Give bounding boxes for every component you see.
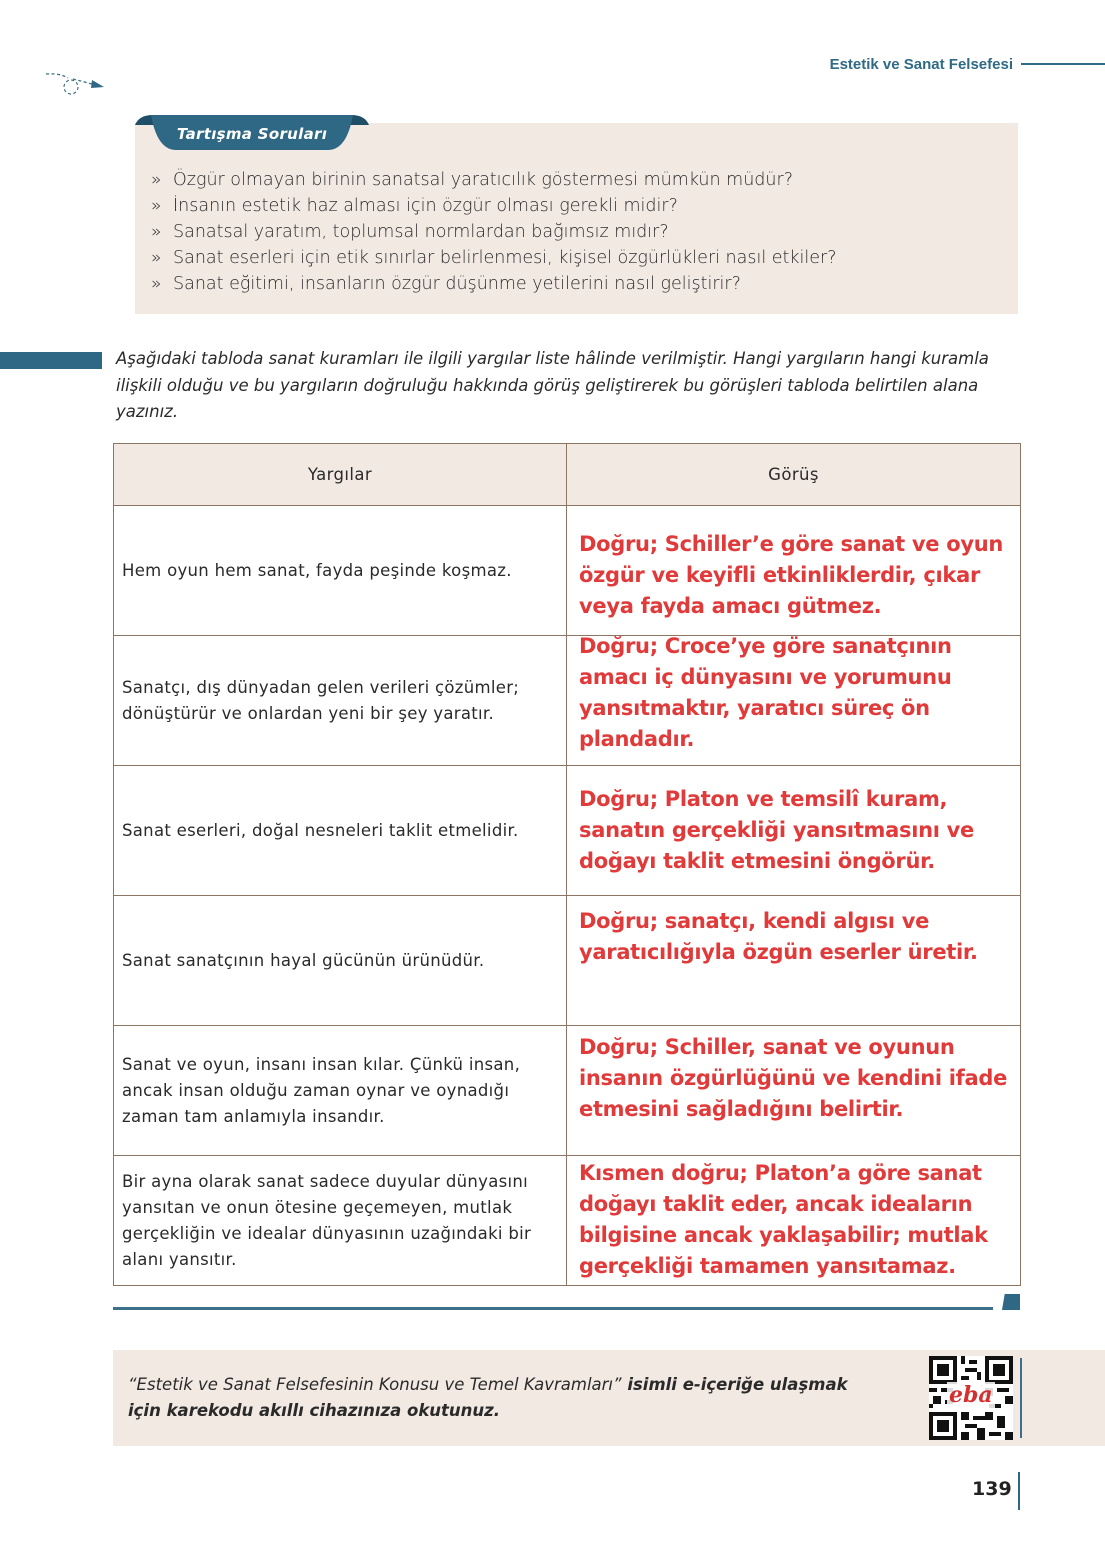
running-header (780, 52, 1105, 76)
discussion-ribbon (133, 113, 371, 151)
judgment-text: Sanat sanatçının hayal gücünün ürünüdür. (122, 950, 485, 970)
section-end-rule (113, 1307, 993, 1310)
instruction-text: Aşağıdaki tabloda sanat kuramları ile ilgili yargılar liste hâlinde verilmiştir. Hangi yargıların hangi kuramla ilişkili olduğu ve bu yargıların doğruluğu hakkında görüş geliştirerek bu görüşleri tabloda belirtilen alana yazınız. (116, 349, 989, 421)
bullet-icon: » (151, 170, 162, 190)
section-marker (0, 352, 102, 369)
opinion-answer: Doğru; Platon ve temsilî kuram, sanatın gerçekliği yansıtmasını ve doğayı taklit etmesini öngörür. (579, 787, 975, 873)
bullet-icon: » (151, 196, 162, 216)
section-end-tab (1002, 1294, 1020, 1310)
e-content-title: “Estetik ve Sanat Felsefesinin Konusu ve Temel Kavramları” (128, 1375, 622, 1394)
running-title: Estetik ve Sanat Felsefesi (829, 55, 1013, 73)
table-row (114, 766, 1021, 896)
judgment-text: Hem oyun hem sanat, fayda peşinde koşmaz. (122, 560, 512, 580)
question-item: » Sanat eserleri için etik sınırlar belirlenmesi, kişisel özgürlükleri nasıl etkiler? (151, 245, 837, 271)
bullet-icon: » (151, 222, 162, 242)
qr-code[interactable] (929, 1356, 1013, 1440)
table-row (114, 1156, 1021, 1286)
question-item: » Özgür olmayan birinin sanatsal yaratıcılık göstermesi mümkün müdür? (151, 167, 837, 193)
question-item: » Sanat eğitimi, insanların özgür düşünme yetilerini nasıl geliştirir? (151, 271, 837, 297)
discussion-title: Tartışma Soruları (176, 125, 328, 143)
bullet-icon: » (151, 274, 162, 294)
discussion-questions (151, 167, 837, 297)
opinion-answer: Doğru; Schiller’e göre sanat ve oyun özgür ve keyifli etkinliklerdir, çıkar veya fayda amacı gütmez. (579, 532, 1004, 618)
e-content-box (113, 1350, 1105, 1446)
table-row (114, 896, 1021, 1026)
opinion-answer: Doğru; Croce’ye göre sanatçının amacı iç dünyasını ve yorumunu yansıtmaktır, yaratıcı süreç ön plandadır. (579, 633, 952, 751)
page-number: 139 (972, 1478, 1012, 1500)
judgments-table (113, 443, 1021, 1286)
table-row (114, 506, 1021, 636)
dashed-arrow-icon (40, 70, 110, 106)
judgment-text: Sanat ve oyun, insanı insan kılar. Çünkü insan, ancak insan olduğu zaman oynar ve oynadığı zaman tam anlamıyla insandır. (122, 1054, 521, 1126)
column-header-gorus: Görüş (567, 444, 1021, 506)
header-rule (1021, 63, 1105, 65)
judgment-text: Sanat eserleri, doğal nesneleri taklit etmelidir. (122, 820, 519, 840)
judgment-text: Bir ayna olarak sanat sadece duyular dünyasını yansıtan ve onun ötesine geçemeyen, mutlak gerçekliğin ve idealar dünyasının uzağındaki bir alanı yansıtır. (122, 1171, 532, 1269)
opinion-answer: Doğru; Schiller, sanat ve oyunun insanın özgürlüğünü ve kendini ifade etmesini sağladığını belirtir. (579, 1035, 1008, 1121)
judgment-text: Sanatçı, dış dünyadan gelen verileri çözümler; dönüştürür ve onlardan yeni bir şey yaratır. (122, 677, 520, 723)
e-content-text: “Estetik ve Sanat Felsefesinin Konusu ve Temel Kavramları” isimli e-içeriğe ulaşmak için karekodu akıllı cihazınıza okutunuz. (128, 1375, 848, 1420)
page-number-rule (1018, 1472, 1020, 1510)
table-row (114, 1026, 1021, 1156)
bullet-icon: » (151, 248, 162, 268)
eba-logo: eba (949, 1382, 993, 1408)
question-item: » İnsanın estetik haz alması için özgür olması gerekli midir? (151, 193, 837, 219)
discussion-box (135, 123, 1018, 314)
qr-divider (1020, 1358, 1022, 1438)
table-row (114, 636, 1021, 766)
opinion-answer: Kısmen doğru; Platon’a göre sanat doğayı taklit eder, ancak ideaların bilgisine ancak yaklaşabilir; mutlak gerçekliği tamamen yansıtamaz. (579, 1161, 988, 1278)
question-item: » Sanatsal yaratım, toplumsal normlardan bağımsız mıdır? (151, 219, 837, 245)
opinion-answer: Doğru; sanatçı, kendi algısı ve yaratıcılığıyla özgün eserler üretir. (579, 909, 978, 964)
column-header-yargilar: Yargılar (114, 444, 567, 506)
